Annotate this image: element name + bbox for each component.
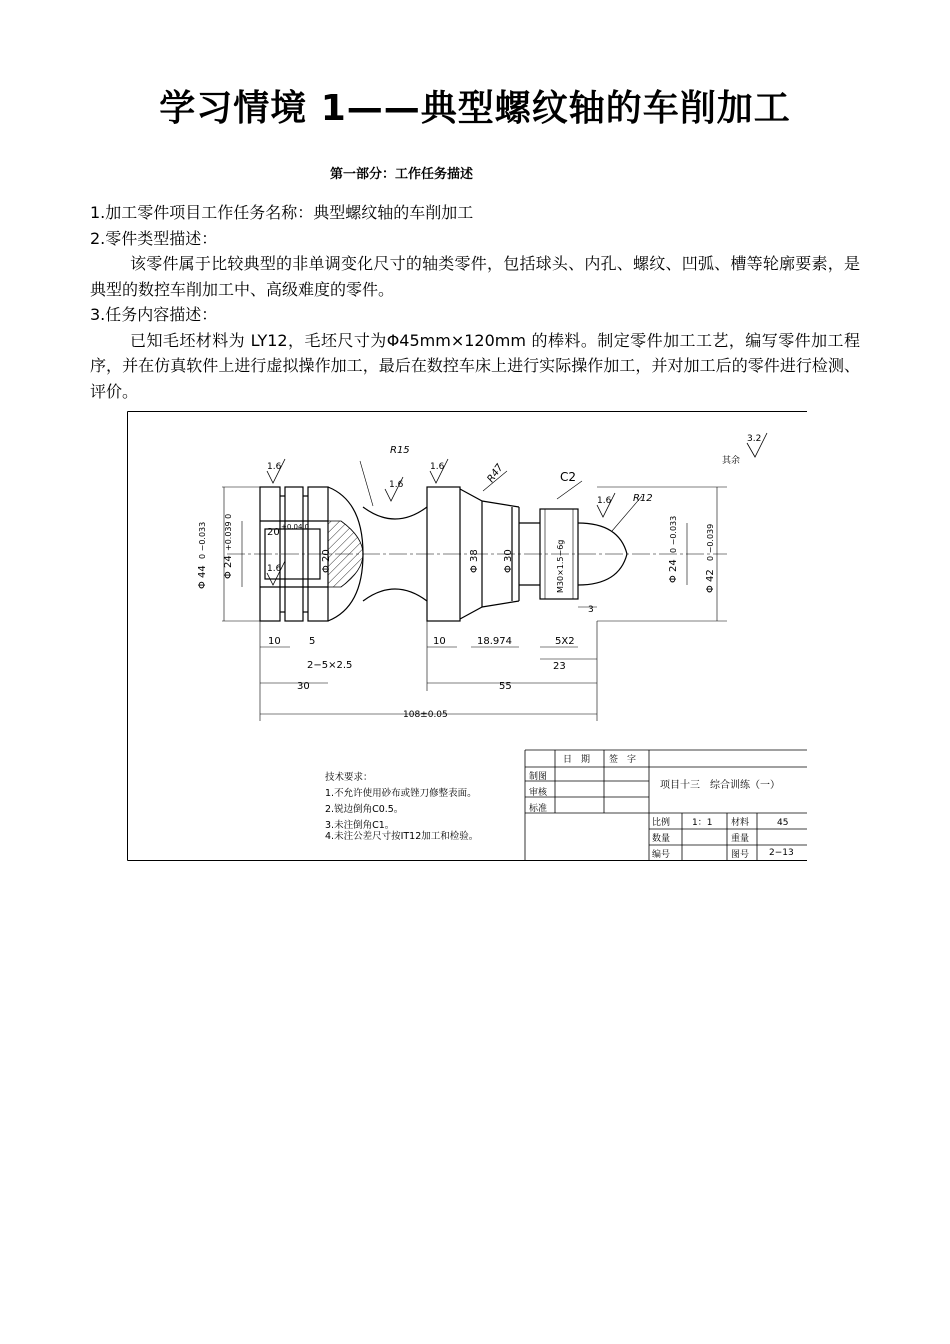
title-block-row-drawn: 制图 bbox=[529, 772, 548, 782]
dim-d44: Φ 44 bbox=[197, 565, 208, 589]
dimension-texts bbox=[197, 445, 716, 720]
dim-l23: 23 bbox=[553, 661, 566, 672]
dim-l108: 108±0.05 bbox=[403, 710, 448, 720]
dim-r15: R15 bbox=[390, 445, 410, 456]
task-description bbox=[90, 200, 860, 404]
title-block-sign: 签 字 bbox=[609, 755, 637, 765]
dim-groove: 2−5×2.5 bbox=[307, 660, 353, 671]
roughness-mark-5: 1.6 bbox=[597, 496, 612, 506]
title-block-material-value: 45 bbox=[777, 818, 789, 828]
dim-d24a: Φ 24 bbox=[223, 555, 234, 579]
title-block-material-label: 材料 bbox=[731, 818, 750, 828]
engineering-drawing bbox=[127, 411, 807, 861]
tech-req-item-1: 1.不允许使用砂布或锉刀修整表面。 bbox=[325, 788, 477, 799]
section-3-heading: 3.任务内容描述： bbox=[90, 305, 218, 324]
dim-d42-tol: 0 −0.039 bbox=[706, 523, 715, 561]
dim-r12: R12 bbox=[633, 493, 653, 504]
dim-d42: Φ 42 bbox=[705, 569, 716, 593]
dim-d24b: Φ 24 bbox=[668, 559, 679, 583]
title-block-row-checked: 审核 bbox=[529, 788, 548, 798]
dim-l5: 5 bbox=[309, 636, 316, 647]
tech-req-title: 技术要求： bbox=[325, 772, 373, 783]
dim-d38: Φ 38 bbox=[469, 549, 480, 573]
tech-req-item-2: 2.锐边倒角C0.5。 bbox=[325, 804, 404, 815]
roughness-mark-1: 1.6 bbox=[267, 462, 282, 472]
dim-l3: 3 bbox=[588, 605, 594, 615]
title-block-row-approved: 标准 bbox=[529, 804, 548, 814]
dim-l10a: 10 bbox=[268, 636, 281, 647]
title-block-number-label: 编号 bbox=[652, 850, 671, 860]
title-block-project: 项目十三 综合训练（一） bbox=[660, 780, 780, 791]
tech-req-item-4-code: IT12 bbox=[400, 831, 422, 842]
title-block-quantity-label: 数量 bbox=[652, 834, 671, 844]
tech-req-item-4-prefix: 4.未注公差尺寸按 bbox=[325, 831, 401, 842]
tech-requirements bbox=[325, 771, 478, 842]
section-2-text: 该零件属于比较典型的非单调变化尺寸的轴类零件，包括球头、内孔、螺纹、凹弧、槽等轮廓要素，是典型的数控车削加工中、高级难度的零件。 bbox=[90, 254, 860, 299]
roughness-default-value: 3.2 bbox=[747, 434, 762, 444]
dim-l10b: 10 bbox=[433, 636, 446, 647]
title-block-drawing-no-value: 2−13 bbox=[769, 848, 794, 858]
roughness-mark-3: 1.6 bbox=[389, 480, 404, 490]
dim-thread: M30×1.5−6g bbox=[556, 539, 565, 593]
dim-d24a-tol: +0.039 0 bbox=[224, 513, 233, 551]
dim-d30: Φ 30 bbox=[503, 549, 514, 573]
dim-c2: C2 bbox=[560, 470, 577, 484]
roughness-mark-2: 1.6 bbox=[267, 564, 282, 574]
title-block-scale-label: 比例 bbox=[652, 818, 671, 828]
title-block-weight-label: 重量 bbox=[731, 834, 750, 844]
dim-l5x2: 5X2 bbox=[555, 636, 575, 647]
section-2-heading: 2.零件类型描述： bbox=[90, 228, 218, 248]
tech-req-item-3: 3.未注倒角C1。 bbox=[325, 820, 395, 831]
title-block-texts bbox=[529, 753, 794, 860]
dim-l55: 55 bbox=[499, 681, 512, 692]
dim-d24b-tol: 0 −0.033 bbox=[669, 515, 678, 553]
tech-req-item-4 bbox=[325, 830, 478, 842]
section-hatch bbox=[328, 521, 363, 587]
tech-req-item-4-suffix: 加工和检验。 bbox=[421, 831, 479, 842]
title-block-drawing-no-label: 图号 bbox=[731, 850, 750, 860]
dim-d20b: Φ 20 bbox=[321, 549, 332, 573]
section-3-text: 已知毛坯材料为 LY12，毛坯尺寸为Φ45mm×120mm 的棒料。制定零件加工工艺，编写零件加工程序，并在仿真软件上进行虚拟操作加工，最后在数控车床上进行实际操作加工，并对加工后的零件进行检测、评价。 bbox=[90, 330, 860, 401]
section-1-heading: 1.加工零件项目工作任务名称：典型螺纹轴的车削加工 bbox=[90, 203, 474, 222]
page-title: 学习情境 1——典型螺纹轴的车削加工 bbox=[159, 88, 791, 129]
title-block-date: 日 期 bbox=[563, 755, 591, 765]
dim-l30: 30 bbox=[297, 681, 310, 692]
section-subtitle: 第一部分：工作任务描述 bbox=[330, 167, 474, 182]
roughness-other-label: 其余 bbox=[722, 456, 741, 466]
roughness-mark-4: 1.6 bbox=[430, 462, 445, 472]
dim-d44-tol: 0 −0.033 bbox=[198, 521, 207, 559]
dim-l18974: 18.974 bbox=[477, 636, 512, 647]
dim-d20a-tol: +0.04 0 bbox=[281, 523, 310, 531]
dim-r47: R47 bbox=[485, 462, 506, 485]
title-block-scale-value: 1：1 bbox=[692, 818, 713, 828]
dim-d20a: 20 bbox=[267, 527, 280, 538]
